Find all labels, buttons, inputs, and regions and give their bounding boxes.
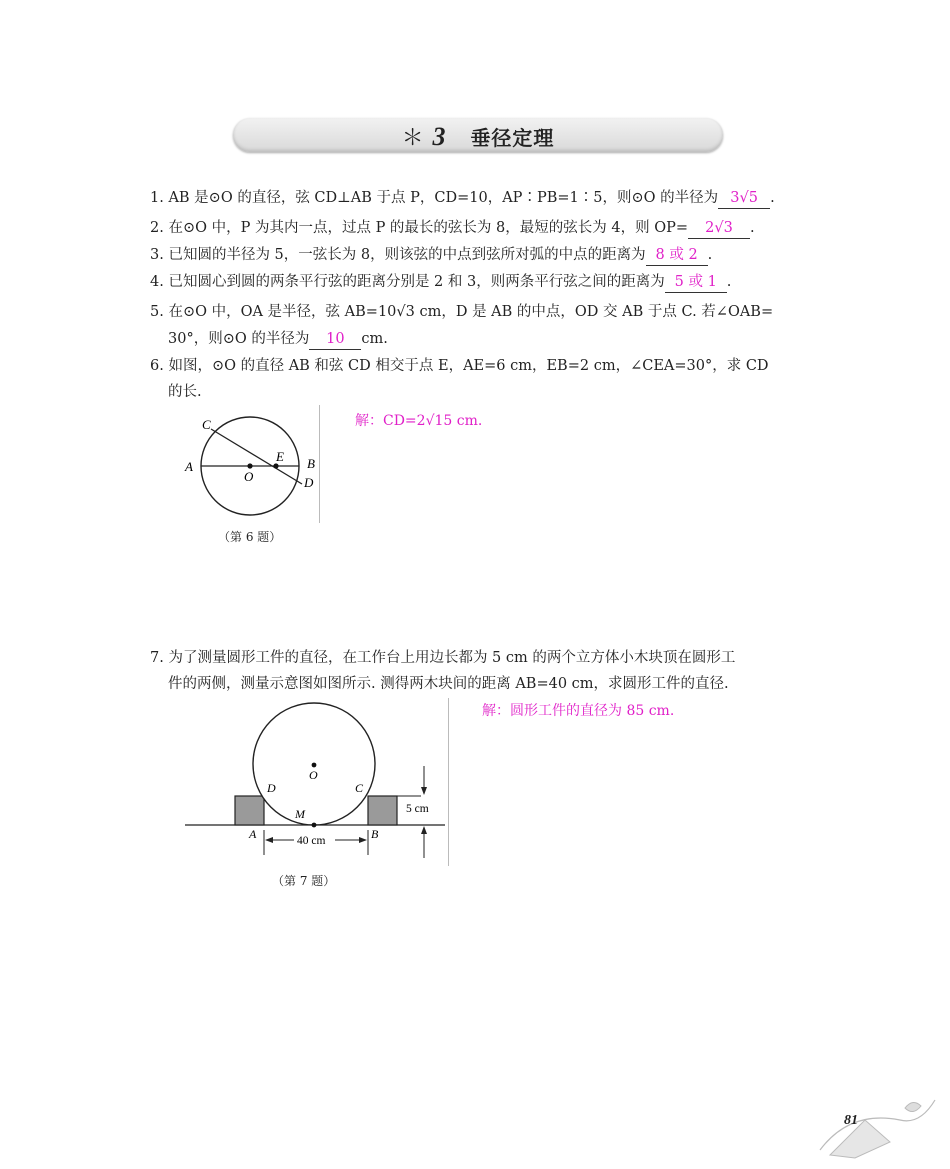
section-title: [233, 121, 723, 152]
point-e: [273, 463, 278, 468]
divider-6: [319, 405, 320, 523]
section-number: 3: [432, 122, 447, 151]
question-7-line-2: 件的两侧，测量示意图如图所示. 测得两木块间的距离 AB=40 cm，求圆形工件的直径.: [168, 676, 729, 692]
label-e: E: [276, 449, 284, 464]
label-b: B: [307, 456, 315, 471]
label-c: C: [202, 417, 211, 432]
arrow-left: [265, 837, 273, 843]
label-o: O: [244, 469, 254, 484]
label-a: A: [249, 827, 257, 841]
label-o: O: [309, 768, 318, 782]
question-4: 4. 已知圆心到圆的两条平行弦的距离分别是 2 和 3，则两条平行弦之间的距离为 5 或 1 .: [150, 270, 810, 294]
book-shape: [830, 1120, 890, 1158]
figure-7: [183, 698, 448, 868]
page-number: 81: [844, 1113, 858, 1128]
leaf-shape: [905, 1102, 921, 1111]
question-1: 1. AB 是⊙O 的直径，弦 CD⊥AB 于点 P，CD=10，AP∶PB=1∶5，则⊙O 的半径为 3√5 .: [150, 186, 810, 210]
block-left: [235, 796, 264, 825]
answer-2: 2√3: [688, 218, 750, 239]
arrow-up: [421, 826, 427, 834]
question-5-line-1: 5. 在⊙O 中，OA 是半径，弦 AB=10√3 cm，D 是 AB 的中点，OD 交 AB 于点 C. 若∠OAB=: [150, 304, 774, 320]
center-point: [312, 763, 317, 768]
label-b: B: [371, 827, 379, 841]
figure-6: [180, 405, 320, 527]
label-c: C: [355, 781, 364, 795]
question-5-line-2: 30°，则⊙O 的半径为 10 cm.: [168, 327, 828, 351]
label-m: M: [295, 807, 305, 821]
arrow-right: [359, 837, 367, 843]
block-right: [368, 796, 397, 825]
arrow-down: [421, 787, 427, 795]
solution-6: 解：CD=2√15 cm.: [355, 413, 483, 429]
section-name: 垂径定理: [470, 126, 555, 150]
page-ornament: [810, 1080, 940, 1160]
divider-7: [448, 698, 449, 866]
question-2: 2. 在⊙O 中，P 为其内一点，过点 P 的最长的弦长为 8，最短的弦长为 4，则 OP= 2√3 .: [150, 216, 810, 240]
solution-7: 解：圆形工件的直径为 85 cm.: [482, 703, 675, 719]
chord-cd: [211, 429, 302, 484]
label-height: 5 cm: [406, 803, 429, 815]
label-distance: 40 cm: [297, 835, 326, 847]
optional-star: ＊: [401, 126, 425, 151]
section-banner: [233, 118, 723, 152]
label-d: D: [267, 781, 276, 795]
answer-5: 10: [309, 329, 361, 350]
question-6-line-2: 的长.: [168, 384, 202, 400]
label-a: A: [185, 459, 193, 474]
answer-1: 3√5: [718, 188, 770, 209]
question-3: 3. 已知圆的半径为 5，一弦长为 8，则该弦的中点到弦所对弧的中点的距离为 8 或 2 .: [150, 243, 810, 267]
answer-4: 5 或 1: [665, 272, 727, 293]
point-m: [312, 823, 317, 828]
answer-3: 8 或 2: [646, 245, 708, 266]
caption-6: （第 6 题）: [218, 530, 282, 544]
question-6-line-1: 6. 如图，⊙O 的直径 AB 和弦 CD 相交于点 E，AE=6 cm，EB=2 cm，∠CEA=30°，求 CD: [150, 358, 769, 374]
label-d: D: [304, 475, 314, 490]
center-point: [247, 463, 252, 468]
question-7-line-1: 7. 为了测量圆形工件的直径，在工作台上用边长都为 5 cm 的两个立方体小木块顶在圆形工: [150, 650, 736, 666]
caption-7: （第 7 题）: [272, 874, 336, 888]
